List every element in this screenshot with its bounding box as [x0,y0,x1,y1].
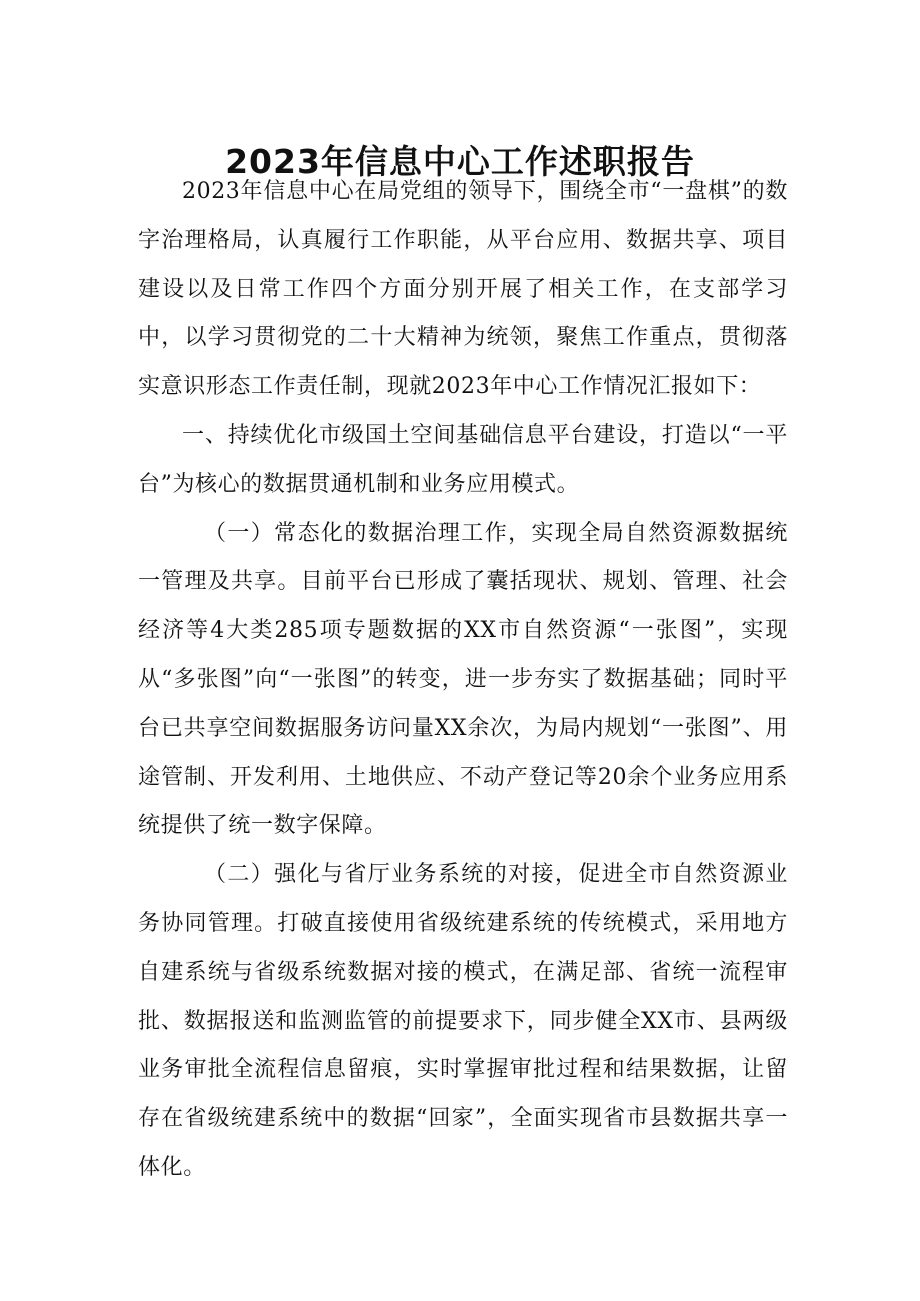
document-title: 2023年信息中心工作述职报告 [225,142,695,182]
paragraph-subsection-2: （二）强化与省厅业务系统的对接，促进全市自然资源业务协同管理。打破直接使用省级统建系统的传统模式，采用地方自建系统与省级系统数据对接的模式，在满足部、省统一流程审批、数据报送和监测监管的前提要求下，同步健全XX市、县两级业务审批全流程信息留痕，实时掌握审批过程和结果数据，让留存在省级统建系统中的数据“回家”，全面实现省市县数据共享一体化。 [138,862,788,1180]
paragraph-intro: 2023年信息中心在局党组的领导下，围绕全市“一盘棋”的数字治理格局，认真履行工作职能，从平台应用、数据共享、项目建设以及日常工作四个方面分别开展了相关工作，在支部学习中，以学习贯彻党的二十大精神为统领，聚焦工作重点，贯彻落实意识形态工作责任制，现就2023年中心工作情况汇报如下： [138,179,788,400]
paragraph-section-1-heading: 一、持续优化市级国土空间基础信息平台建设，打造以“一平台”为核心的数据贯通机制和业务应用模式。 [138,422,788,497]
paragraph-subsection-1: （一）常态化的数据治理工作，实现全局自然资源数据统一管理及共享。目前平台已形成了囊括现状、规划、管理、社会经济等4大类285项专题数据的XX市自然资源“一张图”，实现从“多张图”向“一张图”的转变，进一步夯实了数据基础；同时平台已共享空间数据服务访问量XX余次，为局内规划“一张图”、用途管制、开发利用、土地供应、不动产登记等20余个业务应用系统提供了统一数字保障。 [138,520,788,839]
document-body [138,168,788,1193]
